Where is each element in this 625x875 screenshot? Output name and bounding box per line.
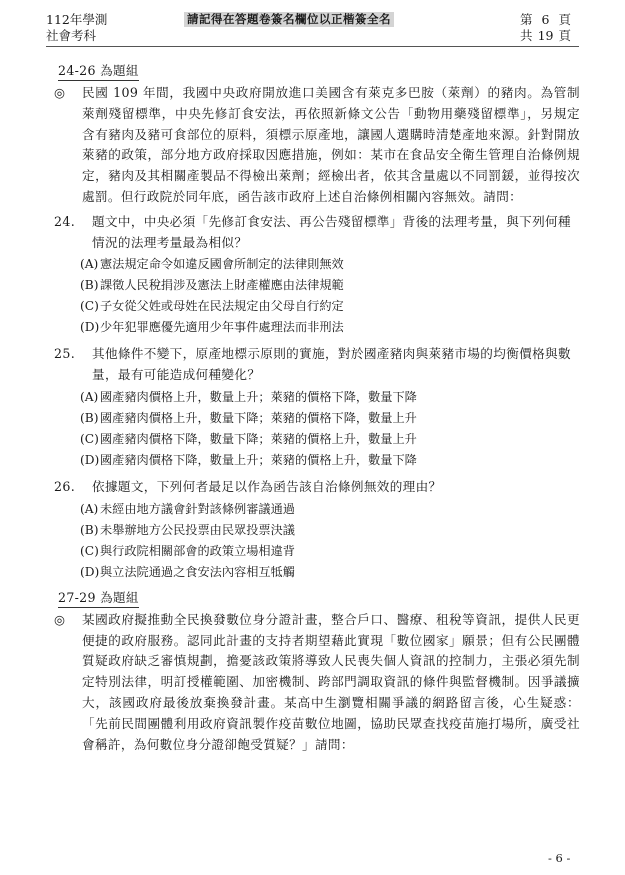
signature-notice: 請記得在答題卷簽名欄位以正楷簽全名 [184, 12, 394, 27]
question-number: 24. [54, 213, 76, 229]
question-group-27-29 [54, 589, 580, 756]
option-d: (D)與立法院通過之食安法內容相互牴觸 [80, 564, 295, 579]
option-d: (D)國產豬肉價格下降，數量上升；萊豬的價格上升，數量下降 [80, 452, 417, 467]
question-25 [52, 344, 580, 471]
question-26 [52, 477, 580, 583]
option-c: (C)與行政院相關部會的政策立場相違背 [80, 543, 295, 558]
page-footer: - 6 - [548, 851, 571, 865]
passage-text: 某國政府擬推動全民換發數位身分證計畫，整合戶口、醫療、租稅等資訊，提供人民更便捷的政府服務。認同此計畫的支持者期望藉此實現「數位國家」願景；但有公民團體質疑政府缺乏審慎規劃，擔憂該政策將導致人民喪失個人資訊的控制力，主張必須先制定特別法律，明訂授權範圍、加密機制、跨部門調取資訊的條件與監督機制。因爭議擴大，該國政府最後放棄換發計畫。某高中生瀏覽相關爭議的網路留言後，心生疑惑：「先前民間團體利用政府資訊製作疫苗數位地圖，協助民眾查找疫苗施打場所，廣受社會稱許，為何數位身分證卻飽受質疑？」請問： [82, 611, 580, 752]
exam-header [46, 12, 107, 44]
question-stem: 24. 題文中，中央必須「先修訂食安法、再公告殘留標準」背後的法理考量，與下列何種情況的法理考量最為相似？ [54, 213, 571, 250]
question-group-24-26 [54, 62, 580, 583]
question-24 [52, 212, 580, 339]
question-number: 26. [54, 478, 76, 494]
option-list [52, 254, 580, 338]
option-b: (B) 未舉辦地方公民投票由民眾投票決議 [80, 522, 295, 537]
group-passage [52, 83, 580, 208]
question-number: 25. [54, 346, 76, 362]
option-d: (D)少年犯罪應優先適用少年事件處理法而非刑法 [80, 320, 344, 335]
option-a: (A) 憲法規定命令如違反國會所制定的法律則無效 [80, 257, 344, 272]
exam-content [54, 62, 580, 759]
total-pages: 共 19 頁 [520, 28, 572, 43]
bullet-mark-icon: ◎ [54, 611, 66, 627]
header-divider [46, 46, 579, 47]
bullet-mark-icon: ◎ [54, 85, 66, 100]
option-c: (C)國產豬肉價格下降，數量下降；萊豬的價格上升，數量上升 [80, 431, 417, 446]
question-stem: 25. 其他條件不變下，原產地標示原則的實施，對於國產豬肉與萊豬市場的均衡價格與數量，最有可能造成何種變化？ [54, 346, 571, 383]
current-page: 第 6 頁 [520, 12, 572, 27]
exam-year-label: 112年學測 [46, 12, 108, 27]
subject-label: 社會考科 [46, 28, 97, 43]
group-title: 27-29 為題組 [58, 589, 139, 608]
option-b: (B) 課徵人民稅捐涉及憲法上財產權應由法律規範 [80, 278, 344, 293]
passage-text: 民國 109 年間，我國中央政府開放進口美國含有萊克多巴胺（萊劑）的豬肉。為管制萊劑殘留標準，中央先修訂食安法，再依照新條文公告「動物用藥殘留標準」，另規定含有豬肉及豬可食部位的原料，須標示原產地，讓國人選購時清楚產地來源。針對開放萊豬的政策，部分地方政府採取因應措施，例如：某市在食品安全衛生管理自治條例規定，豬肉及其相關產製品不得檢出萊劑；經檢出者，依其含量處以不同罰鍰，並得按次處罰。但行政院於同年底，函告該市政府上述自治條例相關內容無效。請問： [82, 85, 580, 204]
option-a: (A) 國產豬肉價格上升，數量上升；萊豬的價格下降，數量下降 [80, 389, 417, 404]
option-c: (C)子女從父姓或母姓在民法規定由父母自行約定 [80, 299, 344, 314]
question-stem: 26. 依據題文，下列何者最足以作為函告該自治條例無效的理由？ [52, 477, 580, 498]
option-a: (A) 未經由地方議會針對該條例審議通過 [80, 501, 295, 516]
group-title: 24-26 為題組 [58, 62, 139, 81]
option-b: (B) 國產豬肉價格上升，數量下降；萊豬的價格下降，數量上升 [80, 410, 417, 425]
group-passage [52, 610, 580, 756]
page-counter [520, 12, 571, 44]
option-list [52, 499, 580, 583]
option-list [52, 387, 580, 471]
